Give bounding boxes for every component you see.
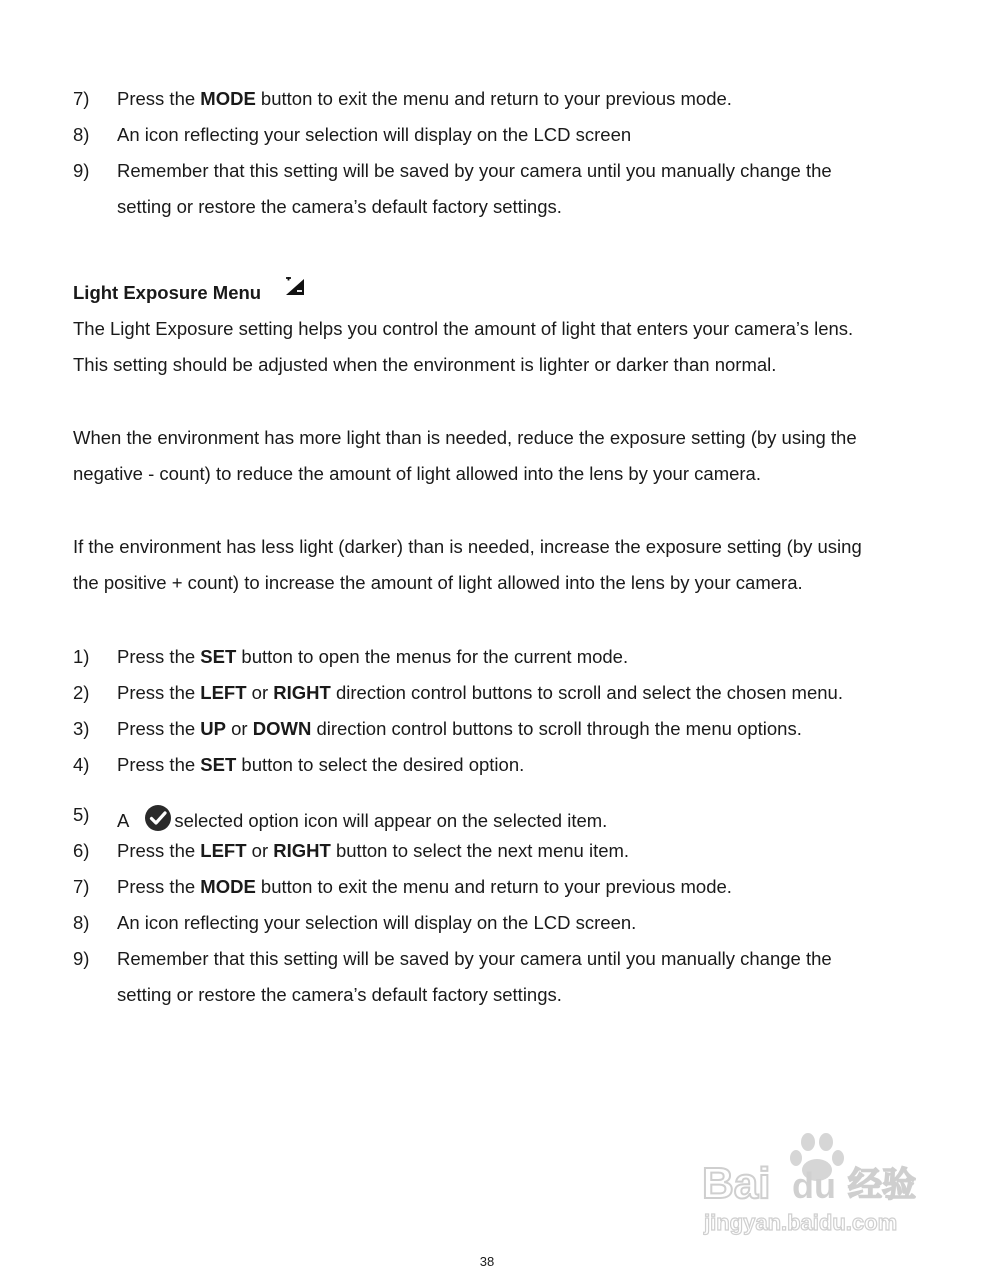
paragraph-line: the positive + count) to increase the amount of light allowed into the lens by your camera. [73, 572, 803, 593]
svg-text:du: du [792, 1165, 836, 1206]
paragraph-line: This setting should be adjusted when the environment is lighter or darker than normal. [73, 354, 777, 375]
svg-text:jingyan.baidu.com: jingyan.baidu.com [704, 1210, 898, 1235]
svg-text:经验: 经验 [848, 1165, 916, 1205]
paragraph-line: If the environment has less light (darker) than is needed, increase the exposure setting (by using [73, 536, 862, 557]
exposure-compensation-icon [284, 277, 306, 297]
section-heading: Light Exposure Menu [73, 277, 306, 305]
paragraph-line: When the environment has more light than is needed, reduce the exposure setting (by using the [73, 427, 857, 448]
checkmark-circle-icon [143, 803, 173, 833]
paragraph-line: The Light Exposure setting helps you control the amount of light that enters your camera’s lens. [73, 318, 854, 339]
paragraph-line: negative - count) to reduce the amount of light allowed into the lens by your camera. [73, 463, 761, 484]
baidu-jingyan-watermark [700, 1130, 940, 1240]
svg-text:Bai: Bai [702, 1159, 771, 1208]
page-number: 38 [479, 1254, 495, 1269]
